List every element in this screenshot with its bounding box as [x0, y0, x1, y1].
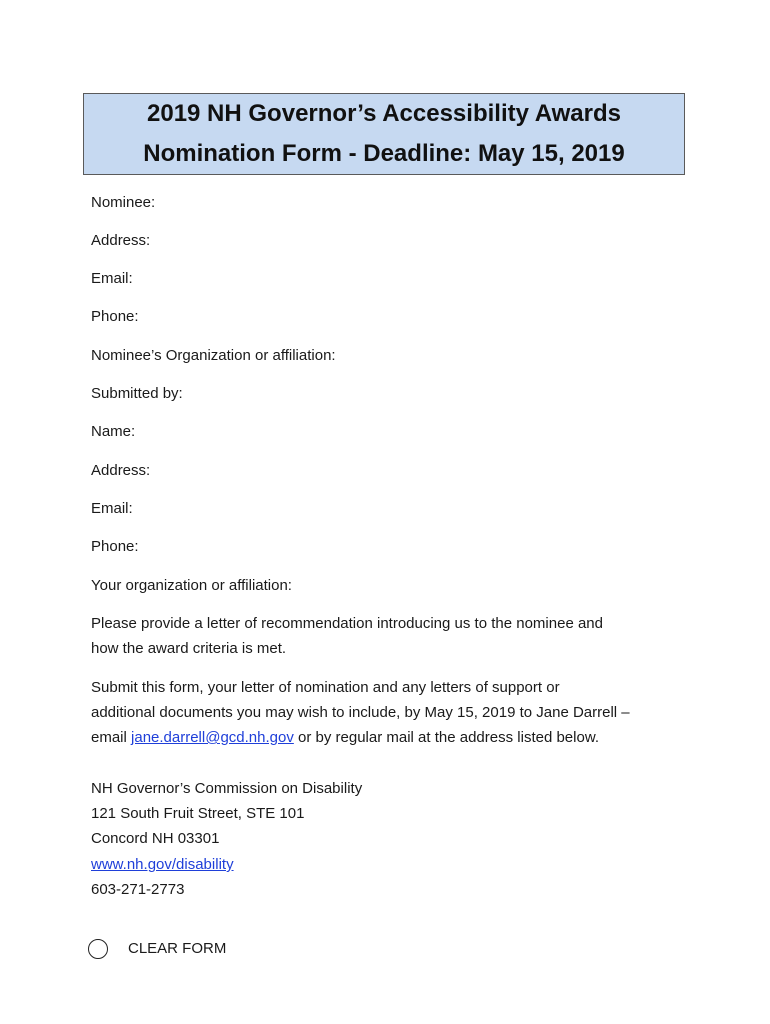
nominee-address-label: Address:: [91, 232, 151, 249]
clear-form-label: CLEAR FORM: [128, 940, 227, 957]
recommendation-line-2: how the award criteria is met.: [91, 640, 287, 657]
submitter-address-label: Address:: [91, 462, 151, 479]
email-suffix-text: or by regular mail at the address listed below.: [293, 729, 599, 746]
clear-form-button[interactable]: [88, 936, 226, 962]
contact-website-link[interactable]: www.nh.gov/disability: [91, 856, 234, 873]
nominee-email-label: Email:: [91, 270, 133, 287]
contact-email-link[interactable]: jane.darrell@gcd.nh.gov: [131, 729, 294, 746]
submitter-email-label: Email:: [91, 500, 133, 517]
nominee-organization-label: Nominee’s Organization or affiliation:: [91, 347, 336, 364]
submission-instructions: [91, 675, 671, 750]
email-prefix-text: email: [91, 729, 132, 746]
submission-line-2: additional documents you may wish to include, by May 15, 2019 to Jane Darrell –: [91, 704, 630, 721]
submitter-name-label: Name:: [91, 423, 136, 440]
submission-line-1: Submit this form, your letter of nomination and any letters of support or: [91, 679, 560, 696]
recommendation-line-1: Please provide a letter of recommendation introducing us to the nominee and: [91, 615, 603, 632]
contact-phone: 603-271-2773: [91, 881, 185, 898]
recommendation-instructions: [91, 611, 671, 661]
form-title-box: [83, 93, 685, 175]
form-title: 2019 NH Governor’s Accessibility Awards: [147, 100, 621, 127]
submitter-organization-label: Your organization or affiliation:: [91, 577, 292, 594]
radio-circle-icon[interactable]: [88, 939, 108, 959]
submitter-phone-label: Phone:: [91, 538, 139, 555]
form-subtitle-deadline: Nomination Form - Deadline: May 15, 2019: [143, 140, 625, 167]
nominee-phone-label: Phone:: [91, 308, 139, 325]
contact-city: Concord NH 03301: [91, 830, 220, 847]
contact-street: 121 South Fruit Street, STE 101: [91, 805, 305, 822]
nominee-label: Nominee:: [91, 194, 156, 211]
contact-organization: NH Governor’s Commission on Disability: [91, 780, 363, 797]
submission-line-3: [91, 725, 671, 750]
submitted-by-label: Submitted by:: [91, 385, 183, 402]
